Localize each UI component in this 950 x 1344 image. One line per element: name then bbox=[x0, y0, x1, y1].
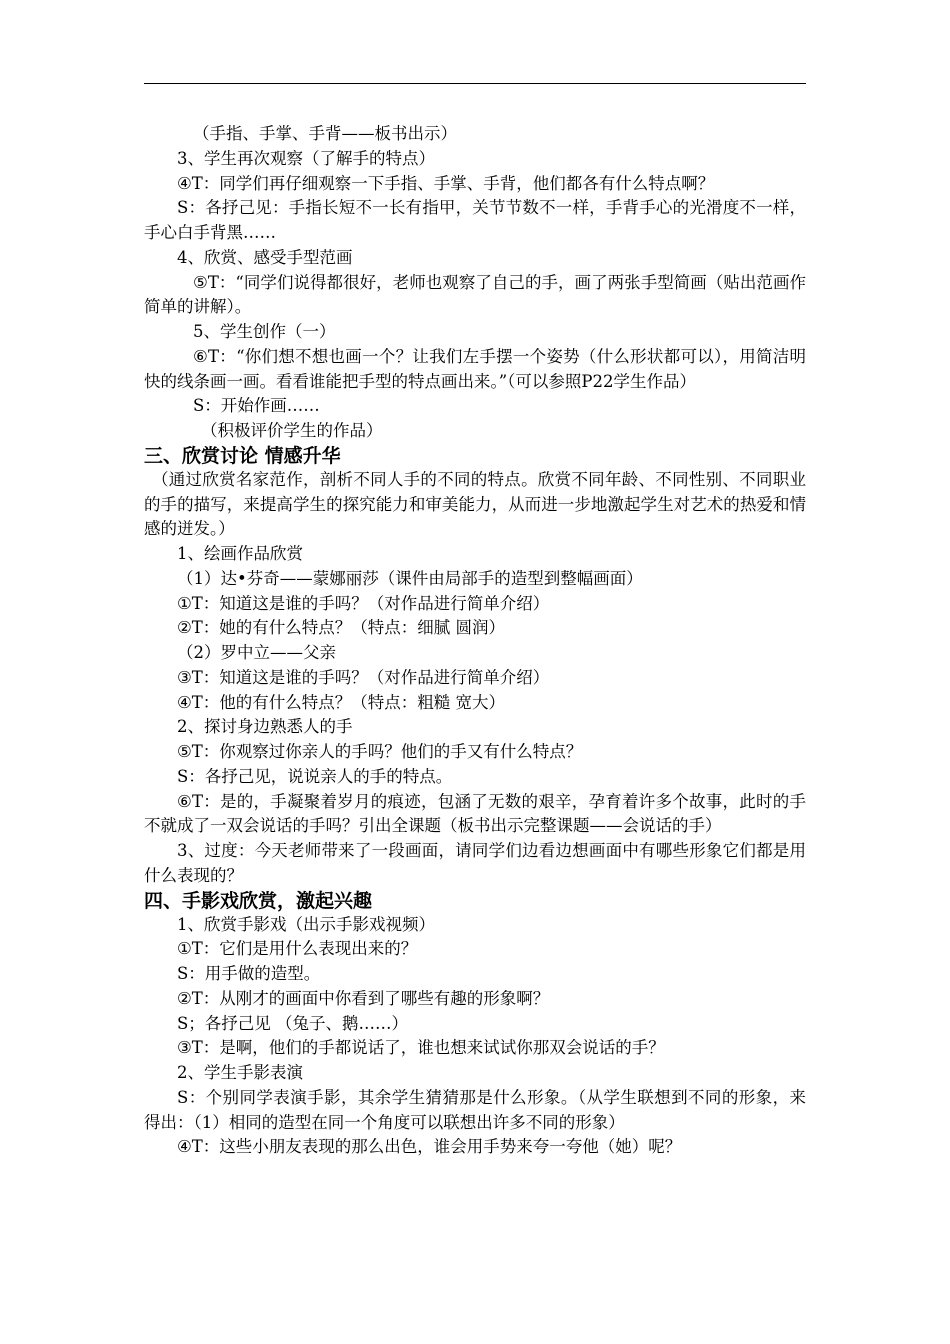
section-heading: 三、欣赏讨论 情感升华 bbox=[144, 444, 341, 467]
transition-line: 3、过度：今天老师带来了一段画面，请同学们边看边想画面中有哪些形象它们都是用什么表现的？ bbox=[144, 841, 806, 885]
student-line: S：开始作画…… bbox=[193, 396, 320, 416]
teacher-line: ⑥T：是的，手凝聚着岁月的痕迹，包涵了无数的艰辛，孕育着许多个故事，此时的手不就成了一双会说话的手吗？引出全课题（板书出示完整课题——会说话的手） bbox=[144, 791, 806, 836]
section-heading: 四、手影戏欣赏，激起兴趣 bbox=[144, 889, 373, 912]
student-line: S：用手做的造型。 bbox=[177, 964, 321, 983]
teacher-line: ⑤T：你观察过你亲人的手吗？他们的手又有什么特点？ bbox=[177, 742, 583, 761]
student-line: S：各抒己见：手指长短不一长有指甲，关节节数不一样，手背手心的光滑度不一样，手心白手背黑…… bbox=[144, 198, 806, 242]
board-note: （手指、手掌、手背——板书出示） bbox=[193, 124, 457, 143]
teacher-line: ③T：是啊，他们的手都说话了，谁也想来试试你那双会说话的手？ bbox=[177, 1038, 665, 1058]
teacher-line: ②T：从刚才的画面中你看到了哪些有趣的形象啊？ bbox=[177, 988, 550, 1008]
step-heading: 4、欣赏、感受手型范画 bbox=[177, 247, 353, 267]
teacher-line: ⑤T：“同学们说得都很好，老师也观察了自己的手，画了两张手型简画（贴出范画作简单的讲解）。 bbox=[144, 272, 806, 317]
student-line: S：各抒己见，说说亲人的手的特点。 bbox=[177, 766, 453, 786]
teacher-line: ②T：她的有什么特点？（特点：细腻 圆润） bbox=[177, 618, 506, 638]
step-heading: 3、学生再次观察（了解手的特点） bbox=[177, 148, 435, 168]
document-body bbox=[144, 122, 806, 1160]
teacher-line: ③T：知道这是谁的手吗？（对作品进行简单介绍） bbox=[177, 667, 550, 687]
teacher-line: ⑥T：“你们想不想也画一个？让我们左手摆一个姿势（什么形状都可以），用简洁明快的线条画一画。看看谁能把手型的特点画出来。”（可以参照P22学生作品） bbox=[144, 346, 806, 391]
student-line: S：个别同学表演手影，其余学生猜猜那是什么形象。（从学生联想到不同的形象，来得出：（1）相同的造型在同一个角度可以联想出许多不同的形象） bbox=[144, 1087, 806, 1132]
header-rule bbox=[144, 83, 806, 84]
teacher-line: ④T：同学们再仔细观察一下手指、手掌、手背，他们都各有什么特点啊？ bbox=[177, 173, 715, 193]
teacher-line: ④T：这些小朋友表现的那么出色，谁会用手势来夸一夸他（她）呢？ bbox=[177, 1137, 682, 1157]
teacher-line: ①T：它们是用什么表现出来的？ bbox=[177, 939, 418, 959]
step-heading: 1、绘画作品欣赏 bbox=[177, 544, 303, 563]
section-intro: （通过欣赏名家范作，剖析不同人手的不同的特点。欣赏不同年龄、不同性别、不同职业的手的描写，来提高学生的探究能力和审美能力，从而进一步地激起学生对艺术的热爱和情感的迸发。） bbox=[144, 469, 806, 539]
step-heading: 5、学生创作（一） bbox=[193, 322, 336, 341]
step-heading: 1、欣赏手影戏（出示手影戏视频） bbox=[177, 914, 435, 934]
teacher-line: ①T：知道这是谁的手吗？（对作品进行简单介绍） bbox=[177, 593, 550, 613]
artwork-item: （1）达•芬奇——蒙娜丽莎（课件由局部手的造型到整幅画面） bbox=[177, 568, 643, 588]
artwork-item: （2）罗中立——父亲 bbox=[177, 643, 336, 662]
student-line: S；各抒己见 （兔子、鹅……） bbox=[177, 1013, 409, 1033]
step-heading: 2、探讨身边熟悉人的手 bbox=[177, 717, 353, 737]
step-heading: 2、学生手影表演 bbox=[177, 1063, 303, 1082]
teacher-line: ④T：他的有什么特点？（特点：粗糙 宽大） bbox=[177, 692, 506, 712]
teacher-note: （积极评价学生的作品） bbox=[201, 421, 383, 440]
